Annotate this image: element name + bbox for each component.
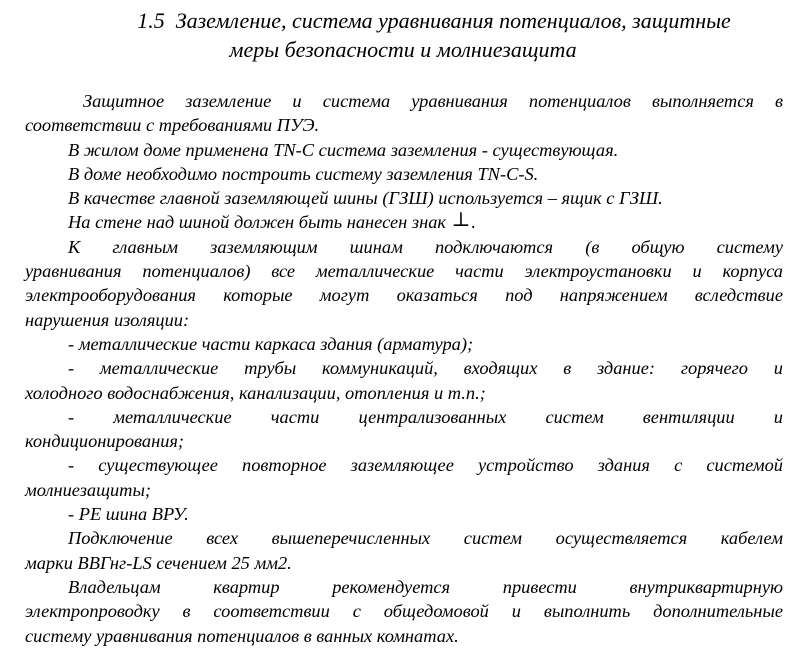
section-heading-line-1 (0, 6, 798, 35)
list-item-grounding-line-2: молниезащиты; (25, 479, 152, 500)
owners-paragraph-line-1: Владельцам квартир рекомендуется привести внутриквартирную (68, 576, 783, 597)
list-item-pipes-line-1: - металлические трубы коммуникаций, входящих в здание: горячего и (68, 358, 783, 379)
section-number: 1.5 (137, 8, 165, 33)
section-title-line-2: меры безопасности и молниезащита (229, 37, 577, 62)
intro-paragraph-line-2: соответствии с требованиями ПУЭ. (25, 115, 320, 136)
main-bus-paragraph: В качестве главной заземляющей шины (ГЗШ) используется – ящик с ГЗШ. (68, 188, 663, 209)
list-item-pipes-line-2: холодного водоснабжения, канализации, отопления и т.п.; (25, 382, 486, 403)
cable-paragraph-line-1: Подключение всех вышеперечисленных систем осуществляется кабелем (68, 528, 783, 549)
cable-paragraph-line-2: марки ВВГнг-LS сечением 25 мм2. (25, 552, 292, 573)
section-heading (0, 6, 798, 64)
existing-system-paragraph: В жилом доме применена TN-C система заземления - существующая. (68, 139, 619, 160)
sign-paragraph (25, 210, 783, 234)
owners-paragraph-line-2: электропроводку в соответствии с общедомовой и выполнить дополнительные (25, 601, 783, 622)
intro-paragraph-line-1: Защитное заземление и система уравнивания потенциалов выполняется в (83, 91, 783, 111)
owners-paragraph-line-3: систему уравнивания потенциалов в ванных комнатах. (25, 625, 459, 646)
section-title-line-1: Заземление, система уравнивания потенциалов, защитные (175, 8, 731, 33)
list-item-ventilation-line-2: кондиционирования; (25, 431, 185, 452)
list-item-frame: - металлические части каркаса здания (арматура); (68, 333, 474, 354)
required-system-paragraph: В доме необходимо построить систему заземления TN-C-S. (68, 163, 539, 184)
connect-paragraph-line-1: К главным заземляющим шинам подключаются (в общую систему (68, 236, 783, 257)
sign-paragraph-text: На стене над шиной должен быть нанесен знак (68, 212, 446, 233)
ground-symbol-icon: ⊥ (451, 209, 471, 232)
connect-paragraph-line-4: нарушения изоляции: (25, 309, 190, 330)
list-item-ventilation-line-1: - металлические части централизованных систем вентиляции и (68, 406, 783, 427)
connect-paragraph-line-2: уравнивания потенциалов) все металлические части электроустановки и корпуса (25, 261, 783, 282)
section-body (25, 89, 783, 648)
list-item-grounding-line-1: - существующее повторное заземляющее устройство здания с системой (68, 455, 783, 476)
connect-paragraph-line-3: электрооборудования которые могут оказаться под напряжением вследствие (25, 285, 783, 306)
sign-paragraph-end: . (471, 212, 477, 233)
list-item-pe-bus: - PE шина ВРУ. (68, 504, 189, 525)
